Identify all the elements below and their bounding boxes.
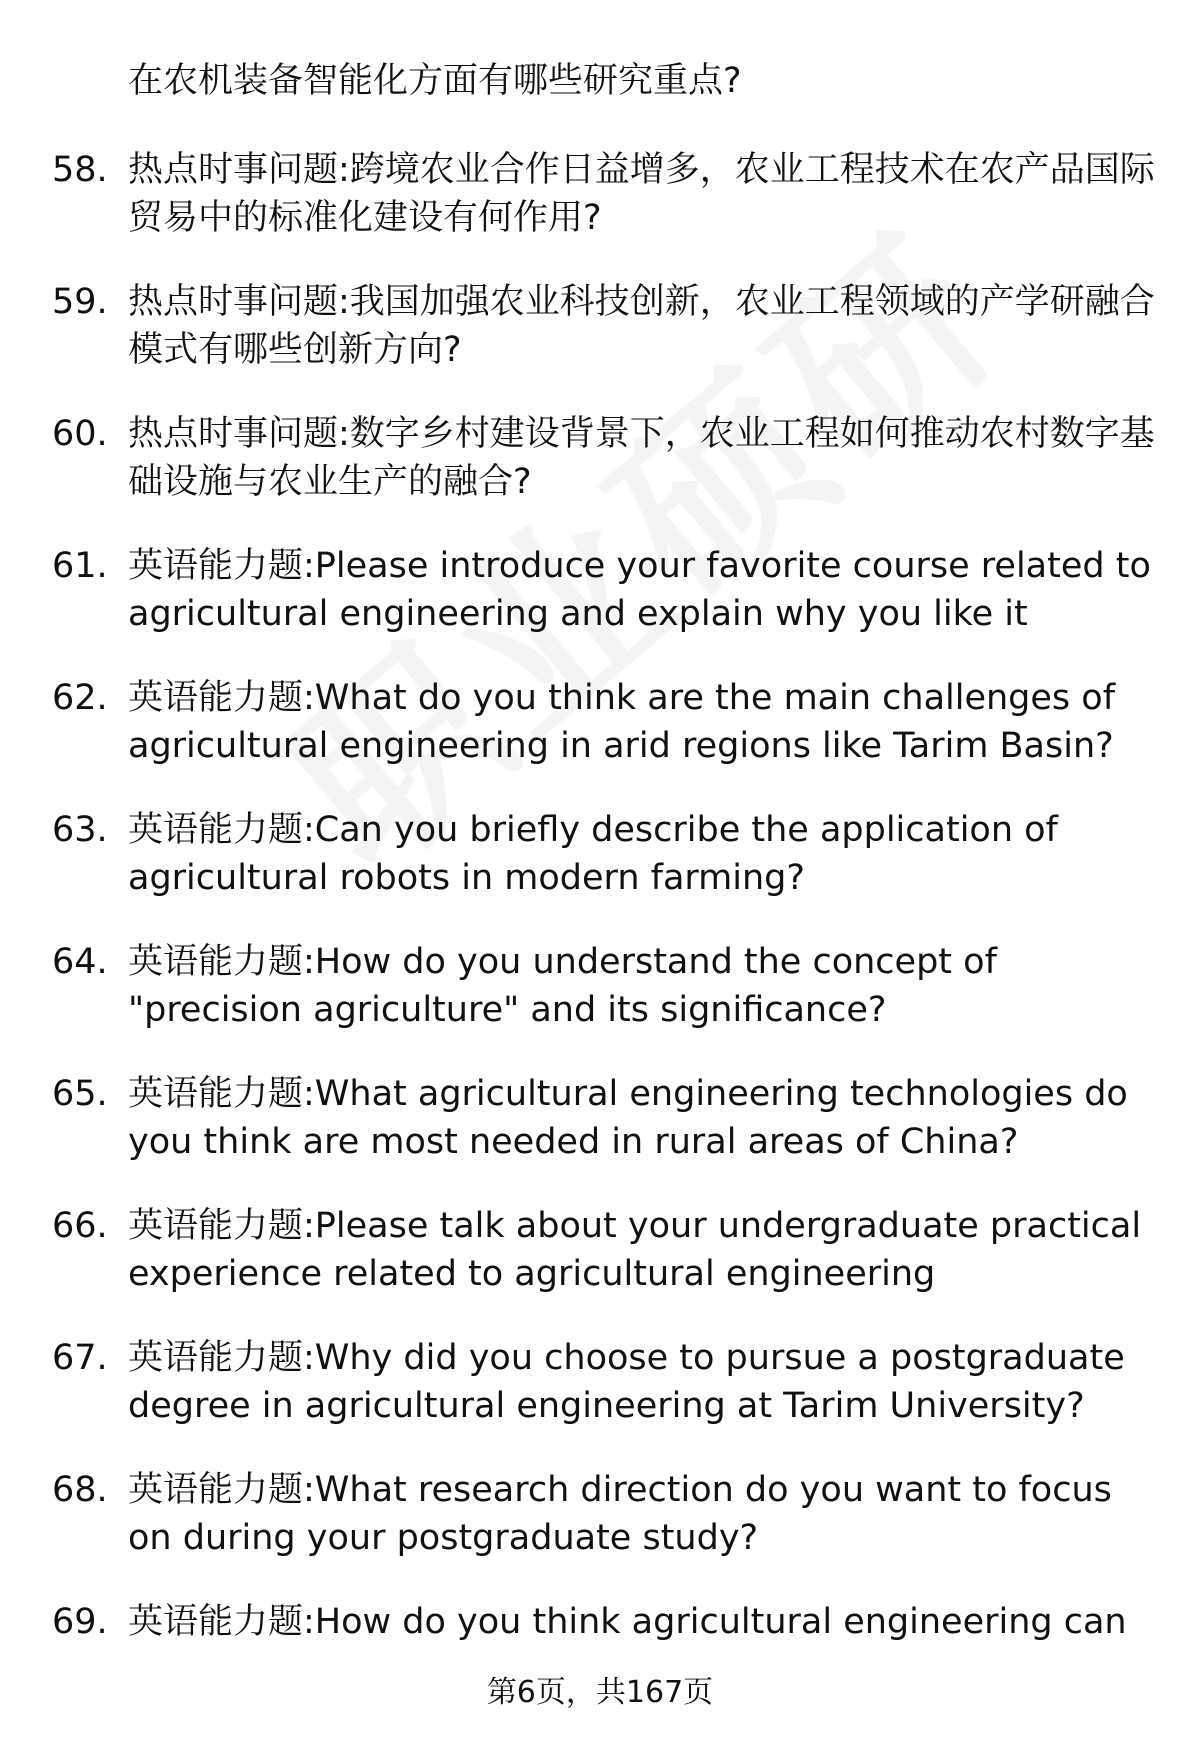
question-body: Why did you choose to pursue a postgraduate degree in agricultural engineering at Tarim University? bbox=[128, 1338, 1125, 1426]
question-category: 热点时事问题: bbox=[128, 150, 350, 190]
question-number: 60. bbox=[52, 414, 108, 454]
question-number: 59. bbox=[52, 282, 108, 322]
question-body: 我国加强农业科技创新，农业工程领域的产学研融合模式有哪些创新方向? bbox=[128, 282, 1155, 370]
question-number: 68. bbox=[52, 1470, 108, 1510]
question-number: 65. bbox=[52, 1074, 108, 1114]
question-category: 热点时事问题: bbox=[128, 282, 350, 322]
question-category: 热点时事问题: bbox=[128, 414, 350, 454]
question-number: 61. bbox=[52, 546, 108, 586]
question-body: 跨境农业合作日益增多，农业工程技术在农产品国际贸易中的标准化建设有何作用? bbox=[128, 150, 1155, 238]
list-item bbox=[0, 146, 1200, 278]
question-category: 英语能力题: bbox=[128, 1602, 315, 1642]
question-body: 数字乡村建设背景下，农业工程如何推动农村数字基础设施与农业生产的融合? bbox=[128, 414, 1155, 502]
question-body: What do you think are the main challenges of agricultural engineering in arid regions like Tarim Basin? bbox=[128, 678, 1116, 766]
question-category: 英语能力题: bbox=[128, 810, 315, 850]
question-body: Can you briefly describe the application of agricultural robots in modern farming? bbox=[128, 810, 1058, 898]
list-item bbox=[0, 542, 1200, 674]
question-text bbox=[128, 1466, 1158, 1562]
question-body: What agricultural engineering technologies do you think are most needed in rural areas of China? bbox=[128, 1074, 1128, 1162]
question-category: 英语能力题: bbox=[128, 546, 315, 586]
question-number: 69. bbox=[52, 1602, 108, 1642]
question-text bbox=[128, 542, 1158, 638]
question-category: 英语能力题: bbox=[128, 1074, 315, 1114]
question-text bbox=[128, 1202, 1158, 1298]
question-text bbox=[128, 1598, 1158, 1646]
question-number: 66. bbox=[52, 1206, 108, 1246]
list-item bbox=[0, 938, 1200, 1070]
question-text bbox=[128, 278, 1158, 374]
question-body: How do you understand the concept of "precision agriculture" and its significance? bbox=[128, 942, 997, 1030]
continued-question-text: 在农机装备智能化方面有哪些研究重点? bbox=[128, 61, 742, 101]
question-category: 英语能力题: bbox=[128, 1206, 315, 1246]
question-text bbox=[128, 674, 1158, 770]
question-text bbox=[128, 410, 1158, 506]
list-item bbox=[0, 674, 1200, 806]
question-category: 英语能力题: bbox=[128, 942, 315, 982]
question-category: 英语能力题: bbox=[128, 1338, 315, 1378]
list-item bbox=[0, 278, 1200, 410]
list-item bbox=[0, 1070, 1200, 1202]
question-text bbox=[128, 806, 1158, 902]
question-category: 英语能力题: bbox=[128, 678, 315, 718]
question-body: How do you think agricultural engineering can bbox=[314, 1602, 1127, 1642]
question-text bbox=[128, 146, 1158, 242]
list-item bbox=[0, 1466, 1200, 1598]
list-item bbox=[0, 806, 1200, 938]
question-number: 64. bbox=[52, 942, 108, 982]
page-footer: 第6页，共167页 bbox=[486, 1675, 714, 1710]
list-item bbox=[0, 1202, 1200, 1334]
question-text bbox=[128, 938, 1158, 1034]
question-number: 67. bbox=[52, 1338, 108, 1378]
question-text bbox=[128, 1070, 1158, 1166]
question-number: 58. bbox=[52, 150, 108, 190]
question-category: 英语能力题: bbox=[128, 1470, 315, 1510]
question-body: What research direction do you want to focus on during your postgraduate study? bbox=[128, 1470, 1112, 1558]
question-body: Please introduce your favorite course related to agricultural engineering and explain why you like it bbox=[128, 546, 1151, 634]
question-number: 63. bbox=[52, 810, 108, 850]
list-item bbox=[0, 1334, 1200, 1466]
question-number: 62. bbox=[52, 678, 108, 718]
question-list bbox=[0, 146, 1200, 1730]
list-item bbox=[0, 410, 1200, 542]
question-body: Please talk about your undergraduate practical experience related to agricultural engineering bbox=[128, 1206, 1142, 1294]
question-text bbox=[128, 1334, 1158, 1430]
